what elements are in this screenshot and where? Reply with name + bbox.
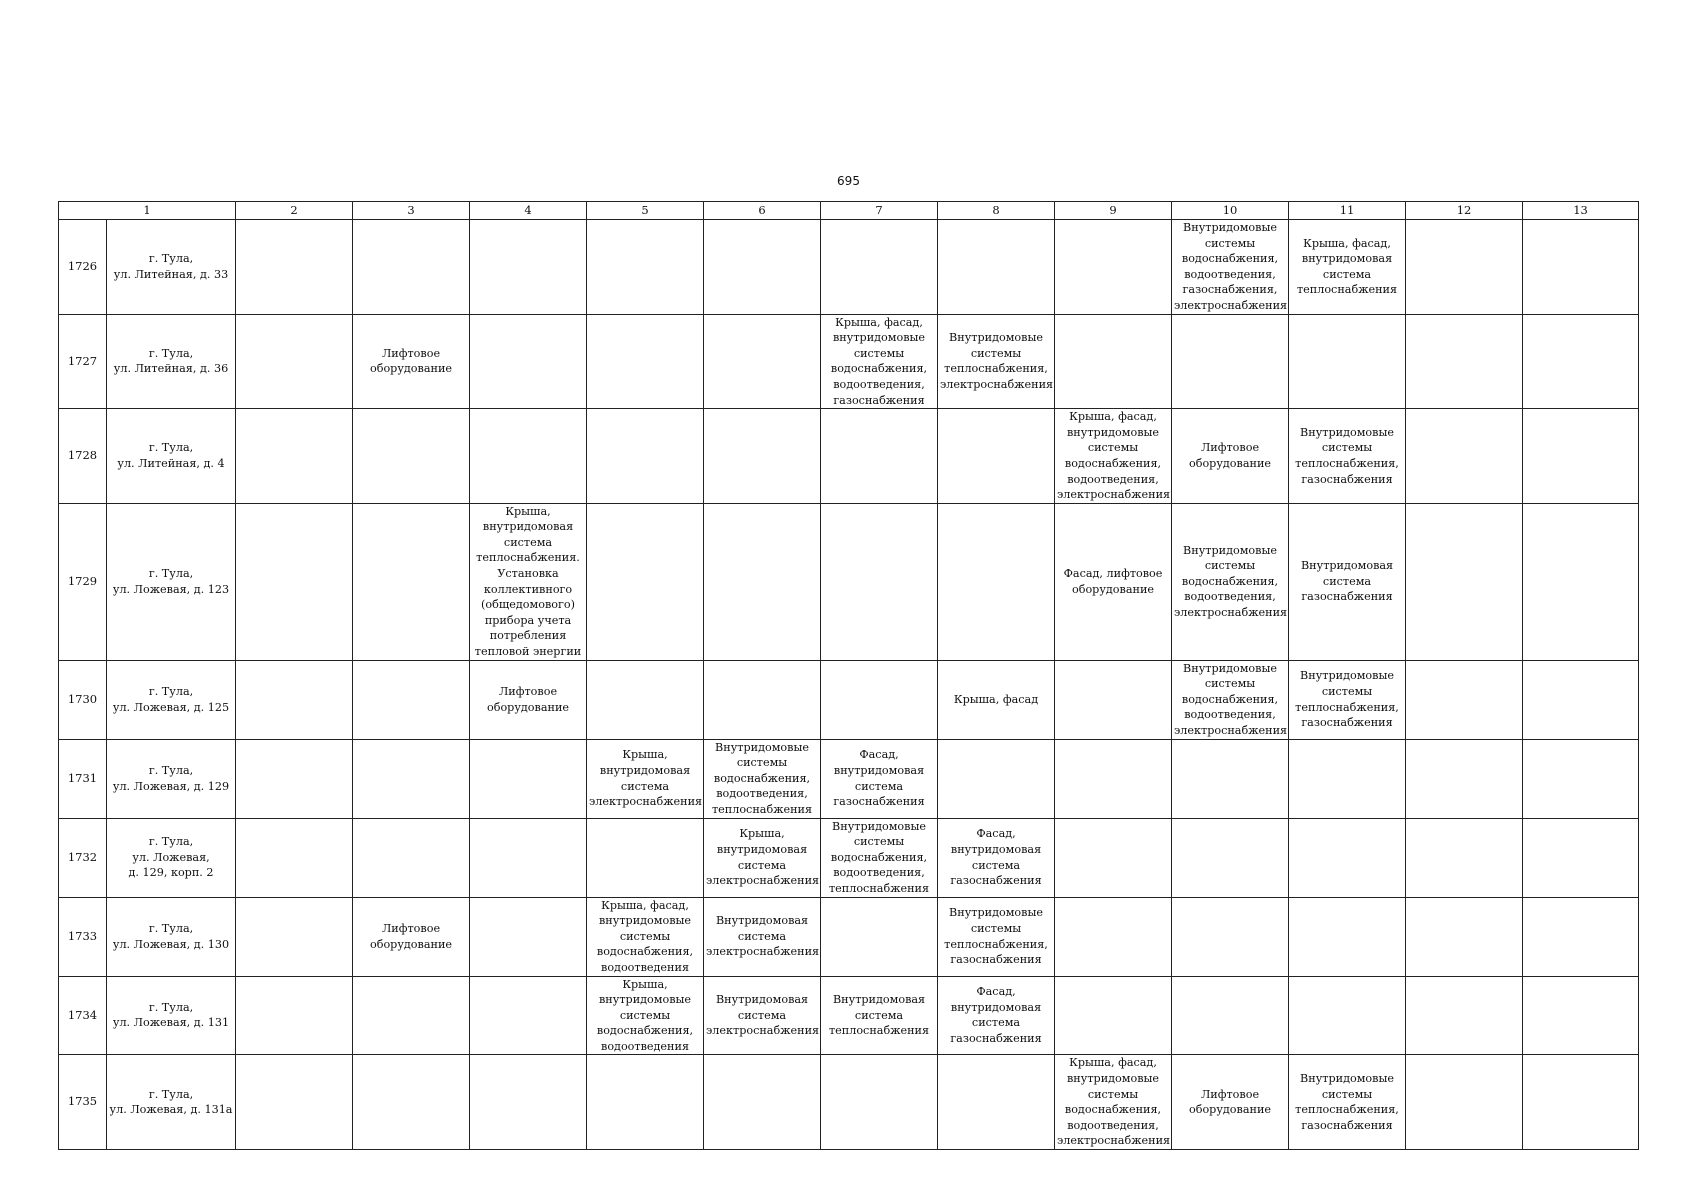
work-cell-col-11: Внутридомовая система газоснабжения	[1289, 503, 1406, 660]
table-row	[59, 897, 1639, 976]
work-cell-col-2	[236, 976, 353, 1055]
work-cell-col-8	[938, 739, 1055, 818]
table-row	[59, 1055, 1639, 1150]
work-cell-col-11	[1289, 897, 1406, 976]
work-cell-col-9	[1055, 897, 1172, 976]
address-cell: г. Тула, ул. Ложевая, д. 123	[107, 503, 236, 660]
work-cell-col-11: Крыша, фасад, внутридомовая система теплоснабжения	[1289, 220, 1406, 315]
address-cell: г. Тула, ул. Литейная, д. 33	[107, 220, 236, 315]
work-cell-col-9	[1055, 739, 1172, 818]
work-cell-col-13	[1523, 503, 1639, 660]
work-cell-col-9	[1055, 976, 1172, 1055]
work-cell-col-3	[353, 503, 470, 660]
work-cell-col-4	[470, 739, 587, 818]
work-cell-col-10: Внутридомовые системы водоснабжения, водоотведения, электроснабжения	[1172, 503, 1289, 660]
address-cell: г. Тула, ул. Ложевая, д. 129	[107, 739, 236, 818]
work-cell-col-4	[470, 314, 587, 409]
work-cell-col-5	[587, 1055, 704, 1150]
work-cell-col-12	[1406, 818, 1523, 897]
work-cell-col-6	[704, 1055, 821, 1150]
work-cell-col-10: Внутридомовые системы водоснабжения, водоотведения, газоснабжения, электроснабжения	[1172, 220, 1289, 315]
work-cell-col-10: Лифтовое оборудование	[1172, 409, 1289, 504]
work-cell-col-10	[1172, 739, 1289, 818]
work-cell-col-13	[1523, 660, 1639, 739]
address-register-table	[58, 201, 1639, 1150]
work-cell-col-5	[587, 220, 704, 315]
work-cell-col-4	[470, 818, 587, 897]
work-cell-col-8: Фасад, внутридомовая система газоснабжения	[938, 818, 1055, 897]
work-cell-col-5	[587, 314, 704, 409]
address-cell: г. Тула, ул. Литейная, д. 36	[107, 314, 236, 409]
table-row	[59, 818, 1639, 897]
row-number: 1729	[59, 503, 107, 660]
work-cell-col-13	[1523, 818, 1639, 897]
work-cell-col-13	[1523, 976, 1639, 1055]
work-cell-col-13	[1523, 1055, 1639, 1150]
row-number: 1728	[59, 409, 107, 504]
work-cell-col-8: Фасад, внутридомовая система газоснабжения	[938, 976, 1055, 1055]
row-number: 1727	[59, 314, 107, 409]
work-cell-col-12	[1406, 409, 1523, 504]
work-cell-col-6: Крыша, внутридомовая система электроснабжения	[704, 818, 821, 897]
work-cell-col-8	[938, 409, 1055, 504]
work-cell-col-6	[704, 314, 821, 409]
work-cell-col-12	[1406, 314, 1523, 409]
work-cell-col-12	[1406, 897, 1523, 976]
work-cell-col-7: Фасад, внутридомовая система газоснабжения	[821, 739, 938, 818]
work-cell-col-12	[1406, 220, 1523, 315]
page-number: 695	[837, 174, 860, 188]
column-number-7: 7	[821, 202, 938, 220]
table-row	[59, 314, 1639, 409]
work-cell-col-3	[353, 409, 470, 504]
work-cell-col-10	[1172, 976, 1289, 1055]
row-number: 1733	[59, 897, 107, 976]
work-cell-col-13	[1523, 409, 1639, 504]
row-number: 1734	[59, 976, 107, 1055]
work-cell-col-6	[704, 660, 821, 739]
work-cell-col-4	[470, 220, 587, 315]
work-cell-col-2	[236, 409, 353, 504]
column-number-5: 5	[587, 202, 704, 220]
work-cell-col-4: Крыша, внутридомовая система теплоснабжения. Установка коллективного (общедомового) прибора учета потребления тепловой энергии	[470, 503, 587, 660]
row-number: 1732	[59, 818, 107, 897]
work-cell-col-10	[1172, 818, 1289, 897]
work-cell-col-8	[938, 503, 1055, 660]
work-cell-col-11	[1289, 818, 1406, 897]
work-cell-col-5: Крыша, внутридомовые системы водоснабжения, водоотведения	[587, 976, 704, 1055]
work-cell-col-6	[704, 409, 821, 504]
work-cell-col-12	[1406, 503, 1523, 660]
work-cell-col-7	[821, 897, 938, 976]
column-number-8: 8	[938, 202, 1055, 220]
work-cell-col-8: Внутридомовые системы теплоснабжения, газоснабжения	[938, 897, 1055, 976]
work-cell-col-3	[353, 220, 470, 315]
row-number: 1735	[59, 1055, 107, 1150]
work-cell-col-9	[1055, 220, 1172, 315]
column-number-12: 12	[1406, 202, 1523, 220]
address-cell: г. Тула, ул. Литейная, д. 4	[107, 409, 236, 504]
work-cell-col-12	[1406, 976, 1523, 1055]
work-cell-col-3	[353, 976, 470, 1055]
work-cell-col-12	[1406, 739, 1523, 818]
work-cell-col-9	[1055, 660, 1172, 739]
work-cell-col-2	[236, 503, 353, 660]
work-cell-col-10	[1172, 897, 1289, 976]
work-cell-col-6: Внутридомовая система электроснабжения	[704, 897, 821, 976]
work-cell-col-7	[821, 1055, 938, 1150]
work-cell-col-10	[1172, 314, 1289, 409]
work-cell-col-12	[1406, 660, 1523, 739]
work-cell-col-7	[821, 409, 938, 504]
work-cell-col-13	[1523, 739, 1639, 818]
work-cell-col-2	[236, 818, 353, 897]
work-cell-col-9	[1055, 818, 1172, 897]
address-cell: г. Тула, ул. Ложевая, д. 125	[107, 660, 236, 739]
work-cell-col-5	[587, 503, 704, 660]
work-cell-col-4	[470, 409, 587, 504]
address-cell: г. Тула, ул. Ложевая, д. 130	[107, 897, 236, 976]
work-cell-col-2	[236, 220, 353, 315]
work-cell-col-2	[236, 739, 353, 818]
work-cell-col-5: Крыша, фасад, внутридомовые системы водоснабжения, водоотведения	[587, 897, 704, 976]
address-cell: г. Тула, ул. Ложевая, д. 131а	[107, 1055, 236, 1150]
work-cell-col-6	[704, 503, 821, 660]
table-row	[59, 220, 1639, 315]
work-cell-col-11: Внутридомовые системы теплоснабжения, газоснабжения	[1289, 1055, 1406, 1150]
work-cell-col-4: Лифтовое оборудование	[470, 660, 587, 739]
work-cell-col-6: Внутридомовая система электроснабжения	[704, 976, 821, 1055]
work-cell-col-11	[1289, 976, 1406, 1055]
work-cell-col-7	[821, 503, 938, 660]
work-cell-col-9	[1055, 314, 1172, 409]
column-number-row	[59, 202, 1639, 220]
work-cell-col-10: Лифтовое оборудование	[1172, 1055, 1289, 1150]
row-number: 1726	[59, 220, 107, 315]
work-cell-col-13	[1523, 314, 1639, 409]
work-cell-col-8: Крыша, фасад	[938, 660, 1055, 739]
table-row	[59, 976, 1639, 1055]
work-cell-col-5	[587, 660, 704, 739]
table-row	[59, 660, 1639, 739]
work-cell-col-8: Внутридомовые системы теплоснабжения, электроснабжения	[938, 314, 1055, 409]
column-number-2: 2	[236, 202, 353, 220]
work-cell-col-3	[353, 818, 470, 897]
work-cell-col-8	[938, 220, 1055, 315]
work-cell-col-6: Внутридомовые системы водоснабжения, водоотведения, теплоснабжения	[704, 739, 821, 818]
work-cell-col-3	[353, 1055, 470, 1150]
column-number-10: 10	[1172, 202, 1289, 220]
work-cell-col-7: Внутридомовая система теплоснабжения	[821, 976, 938, 1055]
work-cell-col-4	[470, 976, 587, 1055]
work-cell-col-11	[1289, 739, 1406, 818]
row-number: 1731	[59, 739, 107, 818]
address-cell: г. Тула, ул. Ложевая, д. 129, корп. 2	[107, 818, 236, 897]
work-cell-col-7	[821, 220, 938, 315]
work-cell-col-3: Лифтовое оборудование	[353, 897, 470, 976]
column-number-4: 4	[470, 202, 587, 220]
work-cell-col-7	[821, 660, 938, 739]
row-number: 1730	[59, 660, 107, 739]
table-row	[59, 503, 1639, 660]
work-cell-col-3: Лифтовое оборудование	[353, 314, 470, 409]
work-cell-col-5	[587, 409, 704, 504]
column-number-9: 9	[1055, 202, 1172, 220]
work-cell-col-5	[587, 818, 704, 897]
work-cell-col-7: Внутридомовые системы водоснабжения, водоотведения, теплоснабжения	[821, 818, 938, 897]
work-cell-col-11	[1289, 314, 1406, 409]
work-cell-col-12	[1406, 1055, 1523, 1150]
column-number-13: 13	[1523, 202, 1639, 220]
work-cell-col-3	[353, 739, 470, 818]
work-cell-col-4	[470, 1055, 587, 1150]
column-number-11: 11	[1289, 202, 1406, 220]
work-cell-col-2	[236, 660, 353, 739]
work-cell-col-2	[236, 1055, 353, 1150]
table-row	[59, 739, 1639, 818]
column-number-6: 6	[704, 202, 821, 220]
work-cell-col-13	[1523, 220, 1639, 315]
work-cell-col-13	[1523, 897, 1639, 976]
work-cell-col-9: Крыша, фасад, внутридомовые системы водоснабжения, водоотведения, электроснабжения	[1055, 409, 1172, 504]
column-number-1: 1	[59, 202, 236, 220]
work-cell-col-4	[470, 897, 587, 976]
work-cell-col-11: Внутридомовые системы теплоснабжения, газоснабжения	[1289, 660, 1406, 739]
work-cell-col-11: Внутридомовые системы теплоснабжения, газоснабжения	[1289, 409, 1406, 504]
work-cell-col-8	[938, 1055, 1055, 1150]
work-cell-col-10: Внутридомовые системы водоснабжения, водоотведения, электроснабжения	[1172, 660, 1289, 739]
table-row	[59, 409, 1639, 504]
work-cell-col-5: Крыша, внутридомовая система электроснабжения	[587, 739, 704, 818]
column-number-3: 3	[353, 202, 470, 220]
work-cell-col-9: Фасад, лифтовое оборудование	[1055, 503, 1172, 660]
work-cell-col-6	[704, 220, 821, 315]
work-cell-col-3	[353, 660, 470, 739]
work-cell-col-7: Крыша, фасад, внутридомовые системы водоснабжения, водоотведения, газоснабжения	[821, 314, 938, 409]
work-cell-col-2	[236, 314, 353, 409]
address-cell: г. Тула, ул. Ложевая, д. 131	[107, 976, 236, 1055]
work-cell-col-2	[236, 897, 353, 976]
work-cell-col-9: Крыша, фасад, внутридомовые системы водоснабжения, водоотведения, электроснабжения	[1055, 1055, 1172, 1150]
